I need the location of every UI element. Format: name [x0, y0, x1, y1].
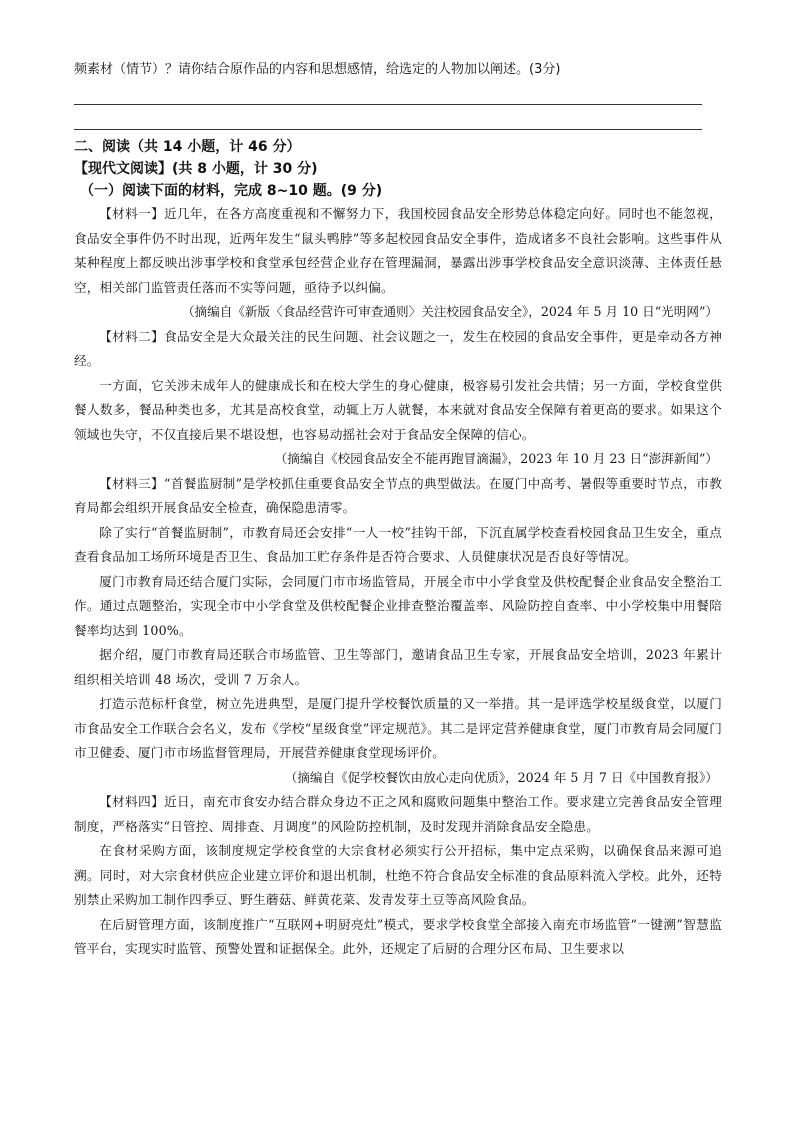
material-2-paragraph: 一方面，它关涉未成年人的健康成长和在校大学生的身心健康，极容易引发社会共情；另一方面，学校食堂供餐人数多，餐品种类也多，尤其是高校食堂，动辄上万人就餐，本来就对食品安全保障有着更高的要求。如果这个领域也失守，不仅直接后果不堪设想，也容易动摇社会对于食品安全保障的信心。 — [74, 377, 722, 442]
material-2-paragraph: 【材料二】食品安全是大众最关注的民生问题、社会议题之一，发生在校园的食品安全事件，更是牵动各方神经。 — [74, 328, 722, 368]
material-1-paragraph: 【材料一】近几年，在各方高度重视和不懈努力下，我国校园食品安全形势总体稳定向好。同时也不能忽视，食品安全事件仍不时出现，近两年发生“鼠头鸭脖”等多起校园食品安全事件，造成诸多不良社会影响。这些事件从某种程度上都反映出涉事学校和食堂承包经营企业存在管理漏洞，暴露出涉事学校食品安全意识淡薄、主体责任悬空，相关部门监管责任落而不实等问题，亟待予以纠偏。 — [74, 206, 722, 295]
material-3-source: （摘编自《促学校餐饮由放心走向优质》，2024 年 5 月 7 日《中国教育报》） — [284, 769, 718, 785]
material-3-paragraph: 【材料三】“首餐监厨制”是学校抓住重要食品安全节点的典型做法。在厦门中高考、暑假等重要时节点，市教育局都会组织开展食品安全检查，确保隐患清零。 — [74, 475, 722, 515]
exam-page — [74, 60, 722, 962]
section-heading: 二、阅读（共 14 小题，计 46 分） — [74, 139, 301, 155]
material-4-paragraph: 【材料四】近日，南充市食安办结合群众身边不正之风和腐败问题集中整治工作。要求建立完善食品安全管理制度，严格落实“日管控、周排查、月调度”的风险防控机制，及时发现并消除食品安全隐患。 — [74, 794, 722, 834]
material-2-source: （摘编自《校园食品安全不能再跑冒滴漏》，2023 年 10 月 23 日“澎湃新闻”） — [274, 451, 718, 466]
question-tail-text: 频素材（情节）？请你结合原作品的内容和思想感情，给选定的人物加以阐述。(3分) — [74, 62, 561, 77]
material-3-paragraph: 除了实行“首餐监厨制”，市教育局还会安排“一人一校”挂钩干部，下沉直属学校查看校园食品卫生安全，重点查看食品加工场所环境是否卫生、食品加工贮存条件是否符合要求、人员健康状况是否良好等情况。 — [74, 524, 722, 564]
material-4-paragraph: 在后厨管理方面，该制度推广“互联网+明厨亮灶”模式，要求学校食堂全部接入南充市场监管“一键溯”智慧监管平台，实现实时监管、预警处置和证据保全。此外，还规定了后厨的合理分区布局、卫生要求以 — [74, 916, 722, 956]
material-3-paragraph: 据介绍，厦门市教育局还联合市场监管、卫生等部门，邀请食品卫生专家，开展食品安全培训，2023 年累计组织相关培训 48 场次，受训 7 万余人。 — [74, 647, 722, 687]
part-heading: （一）阅读下面的材料，完成 8~10 题。(9 分) — [80, 183, 383, 199]
material-3-paragraph: 厦门市教育局还结合厦门实际，会同厦门市市场监管局，开展全市中小学食堂及供校配餐企业食品安全整治工作。通过点题整治，实现全市中小学食堂及供校配餐企业排查整治覆盖率、风险防控自查率、中小学校集中用餐陪餐率均达到 100%。 — [74, 573, 722, 638]
sub-heading: 【现代文阅读】(共 8 小题，计 30 分) — [74, 161, 318, 177]
material-1-source: （摘编自《新版〈食品经营许可审查通则〉关注校园食品安全》，2024 年 5 月 10 日“光明网”） — [181, 304, 718, 319]
answer-line[interactable] — [74, 80, 702, 105]
answer-line[interactable] — [74, 105, 702, 130]
material-4-paragraph: 在食材采购方面，该制度规定学校食堂的大宗食材必须实行公开招标，集中定点采购，以确保食品来源可追溯。同时，对大宗食材供应企业建立评价和退出机制，杜绝不符合食品安全标准的食品原料流入学校。此外，还特别禁止采购加工制作四季豆、野生蘑菇、鲜黄花菜、发青发芽土豆等高风险食品。 — [74, 843, 722, 907]
material-3-paragraph: 打造示范标杆食堂，树立先进典型，是厦门提升学校餐饮质量的又一举措。其一是评选学校星级食堂，以厦门市食品安全工作联合会名义，发布《学校“星级食堂”评定规范》。其二是评定营养健康食堂，厦门市教育局会同厦门市卫健委、厦门市市场监督管理局，开展营养健康食堂现场评价。 — [74, 696, 722, 760]
